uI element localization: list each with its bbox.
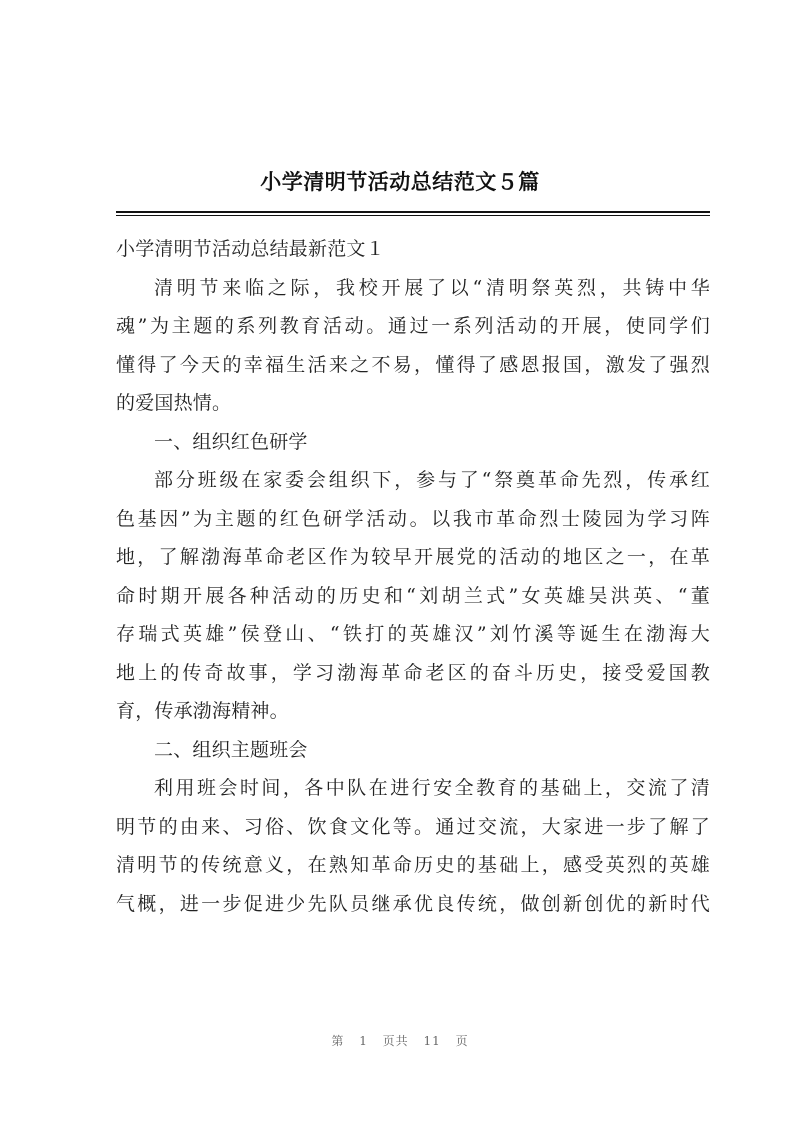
document-body	[116, 230, 710, 923]
body-text-line: 二、组织主题班会	[154, 738, 308, 761]
title-rule-thin	[116, 215, 710, 216]
footer-middle: 页共	[382, 1034, 409, 1048]
document-title: 小学清明节活动总结范文５篇	[260, 169, 540, 194]
body-text-line: 魂”为主题的系列教育活动。通过一系列活动的开展，使同学们	[116, 315, 710, 337]
body-text-line: 地，了解渤海革命老区作为较早开展党的活动的地区之一，在革	[116, 546, 710, 568]
body-text-line: 部分班级在家委会组织下，参与了“祭奠革命先烈，传承红	[154, 469, 710, 491]
body-text-line: 气概，进一步促进少先队员继承优良传统，做创新创优的新时代	[116, 892, 710, 915]
footer-total-pages: 11	[423, 1034, 441, 1048]
section-heading: 小学清明节活动总结最新范文１	[116, 238, 385, 260]
page-footer	[0, 1032, 800, 1049]
body-text-line: 明节的由来、习俗、饮食文化等。通过交流，大家进一步了解了	[116, 815, 710, 838]
title-rule-thick	[116, 211, 710, 213]
body-text-line: 育，传承渤海精神。	[116, 700, 289, 722]
body-text-line: 清明节的传统意义，在熟知革命历史的基础上，感受英烈的英雄	[116, 854, 710, 876]
footer-prefix: 第	[331, 1034, 345, 1048]
body-text-line: 懂得了今天的幸福生活来之不易，懂得了感恩报国，激发了强烈	[116, 353, 710, 376]
footer-page-number: 1	[359, 1034, 368, 1048]
body-text-line: 存瑞式英雄”侯登山、“铁打的英雄汉”刘竹溪等诞生在渤海大	[116, 623, 710, 645]
body-text-line: 地上的传奇故事，学习渤海革命老区的奋斗历史，接受爱国教	[116, 661, 710, 684]
body-text-line: 的爱国热情。	[116, 392, 232, 414]
footer-suffix: 页	[455, 1034, 469, 1048]
body-text-line: 利用班会时间，各中队在进行安全教育的基础上，交流了清	[154, 777, 710, 799]
body-text-line: 命时期开展各种活动的历史和“刘胡兰式”女英雄吴洪英、“董	[116, 584, 710, 607]
body-text-line: 一、组织红色研学	[154, 430, 308, 453]
body-text-line: 色基因”为主题的红色研学活动。以我市革命烈士陵园为学习阵	[116, 507, 710, 530]
body-text-line: 清明节来临之际，我校开展了以“清明祭英烈，共铸中华	[154, 276, 710, 299]
